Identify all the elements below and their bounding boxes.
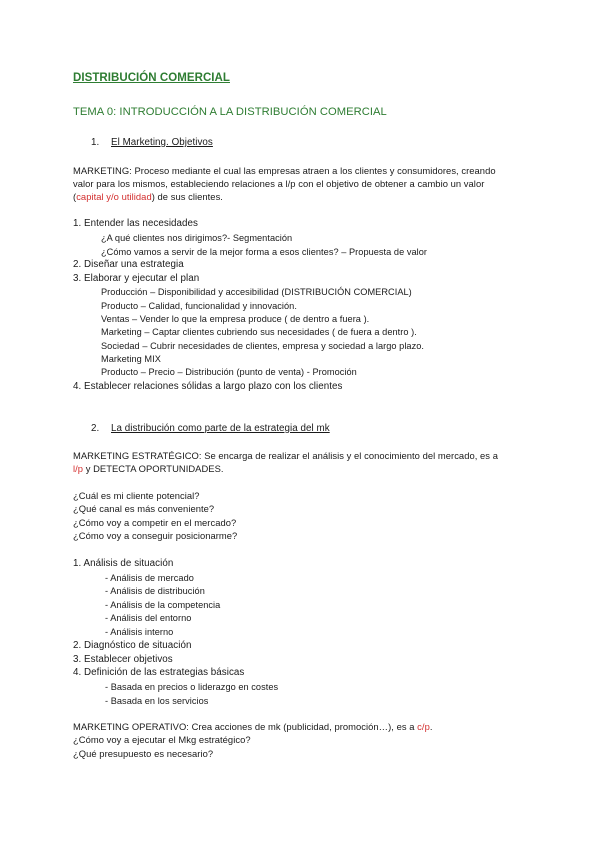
list2-item-2: 2. Diagnóstico de situación — [73, 640, 192, 651]
list2-item-1-sub: - Análisis de la competencia — [105, 600, 221, 610]
question: ¿Cómo voy a ejecutar el Mkg estratégico? — [73, 734, 251, 745]
highlight-lp: l/p — [73, 463, 84, 474]
section-2-number: 2. — [91, 423, 100, 434]
question: ¿Qué canal es más conveniente? — [73, 503, 215, 514]
question: ¿Qué presupuesto es necesario? — [73, 748, 214, 759]
highlight-capital: capital y/o utilidad — [76, 191, 152, 202]
list1-item-1: 1. Entender las necesidades — [73, 218, 198, 229]
list1-item-1-sub-1: ¿A qué clientes nos dirigimos?- Segmentación — [101, 233, 293, 243]
question: ¿Cómo voy a conseguir posicionarme? — [73, 530, 238, 541]
section-1-label: El Marketing. Objetivos — [111, 137, 213, 148]
list2-item-3: 3. Establecer objetivos — [73, 654, 173, 665]
list2-item-4-sub: - Basada en precios o liderazgo en costes — [105, 682, 279, 692]
section-1-number: 1. — [91, 137, 100, 148]
list2-item-1: 1. Análisis de situación — [73, 558, 174, 569]
marketing-def-line-1: MARKETING: Proceso mediante el cual las empresas atraen a los clientes y consumidores, creando — [73, 165, 496, 176]
document-title: DISTRIBUCIÓN COMERCIAL — [73, 72, 230, 84]
list2-item-1-sub: - Análisis interno — [105, 627, 174, 637]
list1-item-2: 2. Diseñar una estrategia — [73, 259, 184, 270]
list2-item-1-sub: - Análisis del entorno — [105, 613, 192, 623]
list1-item-4: 4. Establecer relaciones sólidas a largo plazo con los clientes — [73, 381, 343, 392]
section-1-heading — [91, 137, 213, 149]
list1-item-1-sub-2: ¿Cómo vamos a servir de la mejor forma a esos clientes? – Propuesta de valor — [101, 247, 428, 257]
marketing-def-line-3: (capital y/o utilidad) de sus clientes. — [73, 191, 223, 202]
question: ¿Cuál es mi cliente potencial? — [73, 490, 200, 501]
marketing-def-line-2: valor para los mismos, estableciendo relaciones a l/p con el objetivo de obtener a cambio un valor — [73, 178, 485, 189]
list2-item-1-sub: - Análisis de mercado — [105, 573, 194, 583]
mk-estrategico-line-2: l/p y DETECTA OPORTUNIDADES. — [73, 463, 224, 474]
list1-item-3-sub: Marketing – Captar clientes cubriendo sus necesidades ( de fuera a dentro ). — [101, 327, 417, 337]
list2-item-4: 4. Definición de las estrategias básicas — [73, 667, 245, 678]
list1-item-3-sub: Ventas – Vender lo que la empresa produce ( de dentro a fuera ). — [101, 314, 370, 324]
list2-item-1-sub: - Análisis de distribución — [105, 586, 205, 596]
list1-item-3-sub: Producción – Disponibilidad y accesibilidad (DISTRIBUCIÓN COMERCIAL) — [101, 287, 412, 297]
list1-item-3-sub: Producto – Precio – Distribución (punto de venta) - Promoción — [101, 367, 357, 377]
list1-item-3-sub: Marketing MIX — [101, 354, 161, 364]
highlight-cp: c/p — [417, 721, 430, 732]
section-2-heading — [91, 423, 330, 435]
list1-item-3-sub: Producto – Calidad, funcionalidad y innovación. — [101, 301, 297, 311]
mk-operativo-line: MARKETING OPERATIVO: Crea acciones de mk (publicidad, promoción…), es a c/p. — [73, 721, 433, 732]
mk-estrategico-line-1: MARKETING ESTRATÉGICO: Se encarga de realizar el análisis y el conocimiento del mercado, es a — [73, 450, 498, 461]
list2-item-4-sub: - Basada en los servicios — [105, 696, 209, 706]
section-2-label: La distribución como parte de la estrategia del mk — [111, 423, 330, 434]
list1-item-3: 3. Elaborar y ejecutar el plan — [73, 273, 200, 284]
question: ¿Cómo voy a competir en el mercado? — [73, 517, 237, 528]
tema-heading: TEMA 0: INTRODUCCIÓN A LA DISTRIBUCIÓN COMERCIAL — [73, 106, 387, 118]
list1-item-3-sub: Sociedad – Cubrir necesidades de clientes, empresa y sociedad a largo plazo. — [101, 341, 424, 351]
